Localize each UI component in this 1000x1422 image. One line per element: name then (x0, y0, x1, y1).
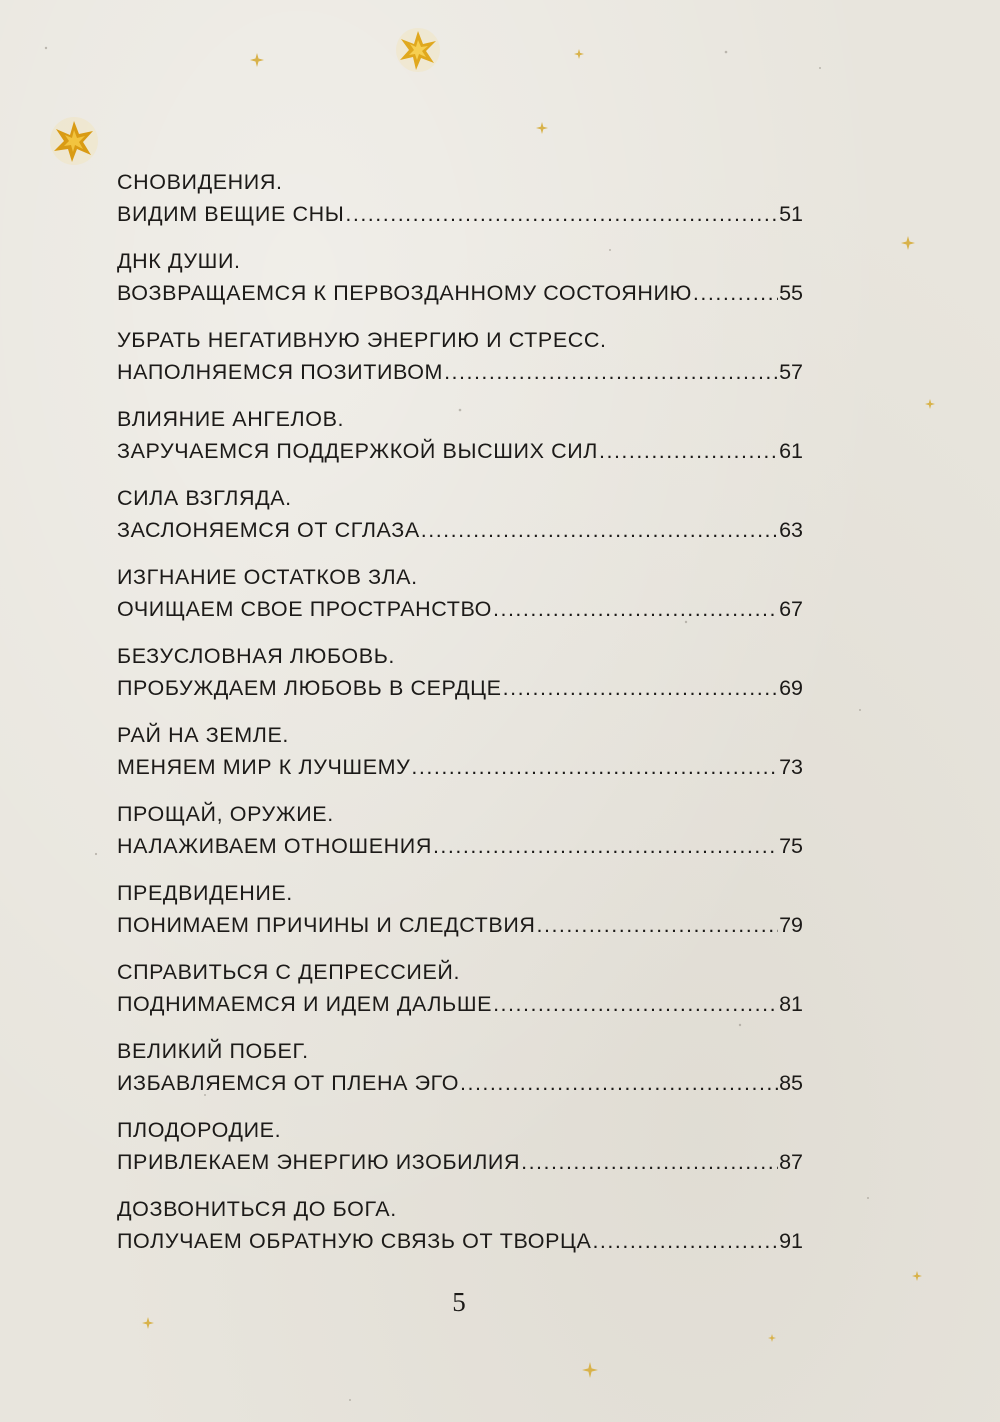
toc-entry-title: УБРАТЬ НЕГАТИВНУЮ ЭНЕРГИЮ И СТРЕСС. (117, 328, 607, 352)
toc-entry-page: 79 (779, 913, 803, 937)
toc-entry[interactable] (117, 166, 803, 245)
toc-entry-row (117, 751, 803, 783)
page-number: 5 (452, 1287, 466, 1317)
toc-entry[interactable] (117, 561, 803, 640)
toc-entry-title: ВЕЛИКИЙ ПОБЕГ. (117, 1039, 309, 1063)
toc-entry-title: СИЛА ВЗГЛЯДА. (117, 486, 292, 510)
toc-entry-title: ПЛОДОРОДИЕ. (117, 1118, 282, 1142)
toc-entry[interactable] (117, 245, 803, 324)
toc-entry-page: 81 (779, 992, 803, 1016)
toc-entry-subtitle: ПОЛУЧАЕМ ОБРАТНУЮ СВЯЗЬ ОТ ТВОРЦА (117, 1229, 592, 1253)
toc-entry-title: СНОВИДЕНИЯ. (117, 170, 283, 194)
toc-entry-row (117, 198, 803, 230)
toc-entry-subtitle: ПРОБУЖДАЕМ ЛЮБОВЬ В СЕРДЦЕ (117, 676, 502, 700)
toc-entry-title: ВЛИЯНИЕ АНГЕЛОВ. (117, 407, 345, 431)
toc-entry-subtitle: ЗАСЛОНЯЕМСЯ ОТ СГЛАЗА (117, 518, 420, 542)
toc-entry-subtitle: ВИДИМ ВЕЩИЕ СНЫ (117, 202, 345, 226)
toc-entry-page: 55 (779, 281, 803, 305)
toc-entry-row (117, 435, 803, 467)
toc-entry[interactable] (117, 324, 803, 403)
dot-leader (460, 1067, 778, 1099)
toc-entry-subtitle: ИЗБАВЛЯЕМСЯ ОТ ПЛЕНА ЭГО (117, 1071, 460, 1095)
toc-entry[interactable] (117, 877, 803, 956)
toc-entry-subtitle: ПОНИМАЕМ ПРИЧИНЫ И СЛЕДСТВИЯ (117, 913, 536, 937)
toc-entry-title: СПРАВИТЬСЯ С ДЕПРЕССИЕЙ. (117, 960, 461, 984)
dot-leader (433, 830, 778, 862)
toc-entry-subtitle: ПОДНИМАЕМСЯ И ИДЕМ ДАЛЬШЕ (117, 992, 493, 1016)
toc-entry-row (117, 909, 803, 941)
toc-entry[interactable] (117, 798, 803, 877)
toc-entry-subtitle: ПРИВЛЕКАЕМ ЭНЕРГИЮ ИЗОБИЛИЯ (117, 1150, 521, 1174)
toc-entry-title: ДНК ДУШИ. (117, 249, 241, 273)
toc-entry-page: 75 (779, 834, 803, 858)
toc-entry-page: 67 (779, 597, 803, 621)
toc-entry-row (117, 672, 803, 704)
toc-entry-row (117, 830, 803, 862)
toc-entry-title: ПРЕДВИДЕНИЕ. (117, 881, 293, 905)
dot-leader (493, 988, 778, 1020)
toc-entry-row (117, 356, 803, 388)
toc-entry[interactable] (117, 1193, 803, 1272)
dot-leader (693, 277, 778, 309)
dot-leader (599, 435, 778, 467)
dot-leader (411, 751, 778, 783)
toc-entry-title: ДОЗВОНИТЬСЯ ДО БОГА. (117, 1197, 397, 1221)
toc-entry-page: 87 (779, 1150, 803, 1174)
gold-star-icon (50, 117, 98, 165)
toc-entry-row (117, 1146, 803, 1178)
toc-entry-page: 61 (779, 439, 803, 463)
toc-entry-title: РАЙ НА ЗЕМЛЕ. (117, 723, 289, 747)
toc-entry-page: 69 (779, 676, 803, 700)
dot-leader (521, 1146, 778, 1178)
toc-entry-title: ПРОЩАЙ, ОРУЖИЕ. (117, 802, 334, 826)
dot-leader (503, 672, 778, 704)
toc-entry-page: 91 (779, 1229, 803, 1253)
toc-entry-row (117, 514, 803, 546)
toc-entry-subtitle: ВОЗВРАЩАЕМСЯ К ПЕРВОЗДАННОМУ СОСТОЯНИЮ (117, 281, 692, 305)
dot-leader (421, 514, 778, 546)
dot-leader (592, 1225, 778, 1257)
toc-entry-page: 63 (779, 518, 803, 542)
toc-entry[interactable] (117, 403, 803, 482)
toc-entry[interactable] (117, 719, 803, 798)
toc-entry-page: 51 (779, 202, 803, 226)
dot-leader (345, 198, 778, 230)
toc-entry-row (117, 277, 803, 309)
toc-entry-row (117, 1067, 803, 1099)
toc-entry-page: 85 (779, 1071, 803, 1095)
dot-leader (444, 356, 778, 388)
toc-entry[interactable] (117, 1035, 803, 1114)
toc-entry-title: ИЗГНАНИЕ ОСТАТКОВ ЗЛА. (117, 565, 418, 589)
toc-entry[interactable] (117, 482, 803, 561)
toc-entry-subtitle: ОЧИЩАЕМ СВОЕ ПРОСТРАНСТВО (117, 597, 492, 621)
toc-entry-subtitle: ЗАРУЧАЕМСЯ ПОДДЕРЖКОЙ ВЫСШИХ СИЛ (117, 439, 599, 463)
toc-entry[interactable] (117, 956, 803, 1035)
toc-entry-row (117, 1225, 803, 1257)
toc-entry-subtitle: НАПОЛНЯЕМСЯ ПОЗИТИВОМ (117, 360, 444, 384)
toc-entry-title: БЕЗУСЛОВНАЯ ЛЮБОВЬ. (117, 644, 395, 668)
toc-entry-subtitle: НАЛАЖИВАЕМ ОТНОШЕНИЯ (117, 834, 432, 858)
toc-entry-subtitle: МЕНЯЕМ МИР К ЛУЧШЕМУ (117, 755, 411, 779)
dot-leader (493, 593, 778, 625)
toc-entry-row (117, 593, 803, 625)
table-of-contents (117, 166, 803, 1272)
toc-entry[interactable] (117, 640, 803, 719)
toc-entry-page: 73 (779, 755, 803, 779)
dot-leader (537, 909, 779, 941)
toc-entry[interactable] (117, 1114, 803, 1193)
gold-star-icon (396, 28, 440, 72)
toc-entry-page: 57 (779, 360, 803, 384)
toc-entry-row (117, 988, 803, 1020)
